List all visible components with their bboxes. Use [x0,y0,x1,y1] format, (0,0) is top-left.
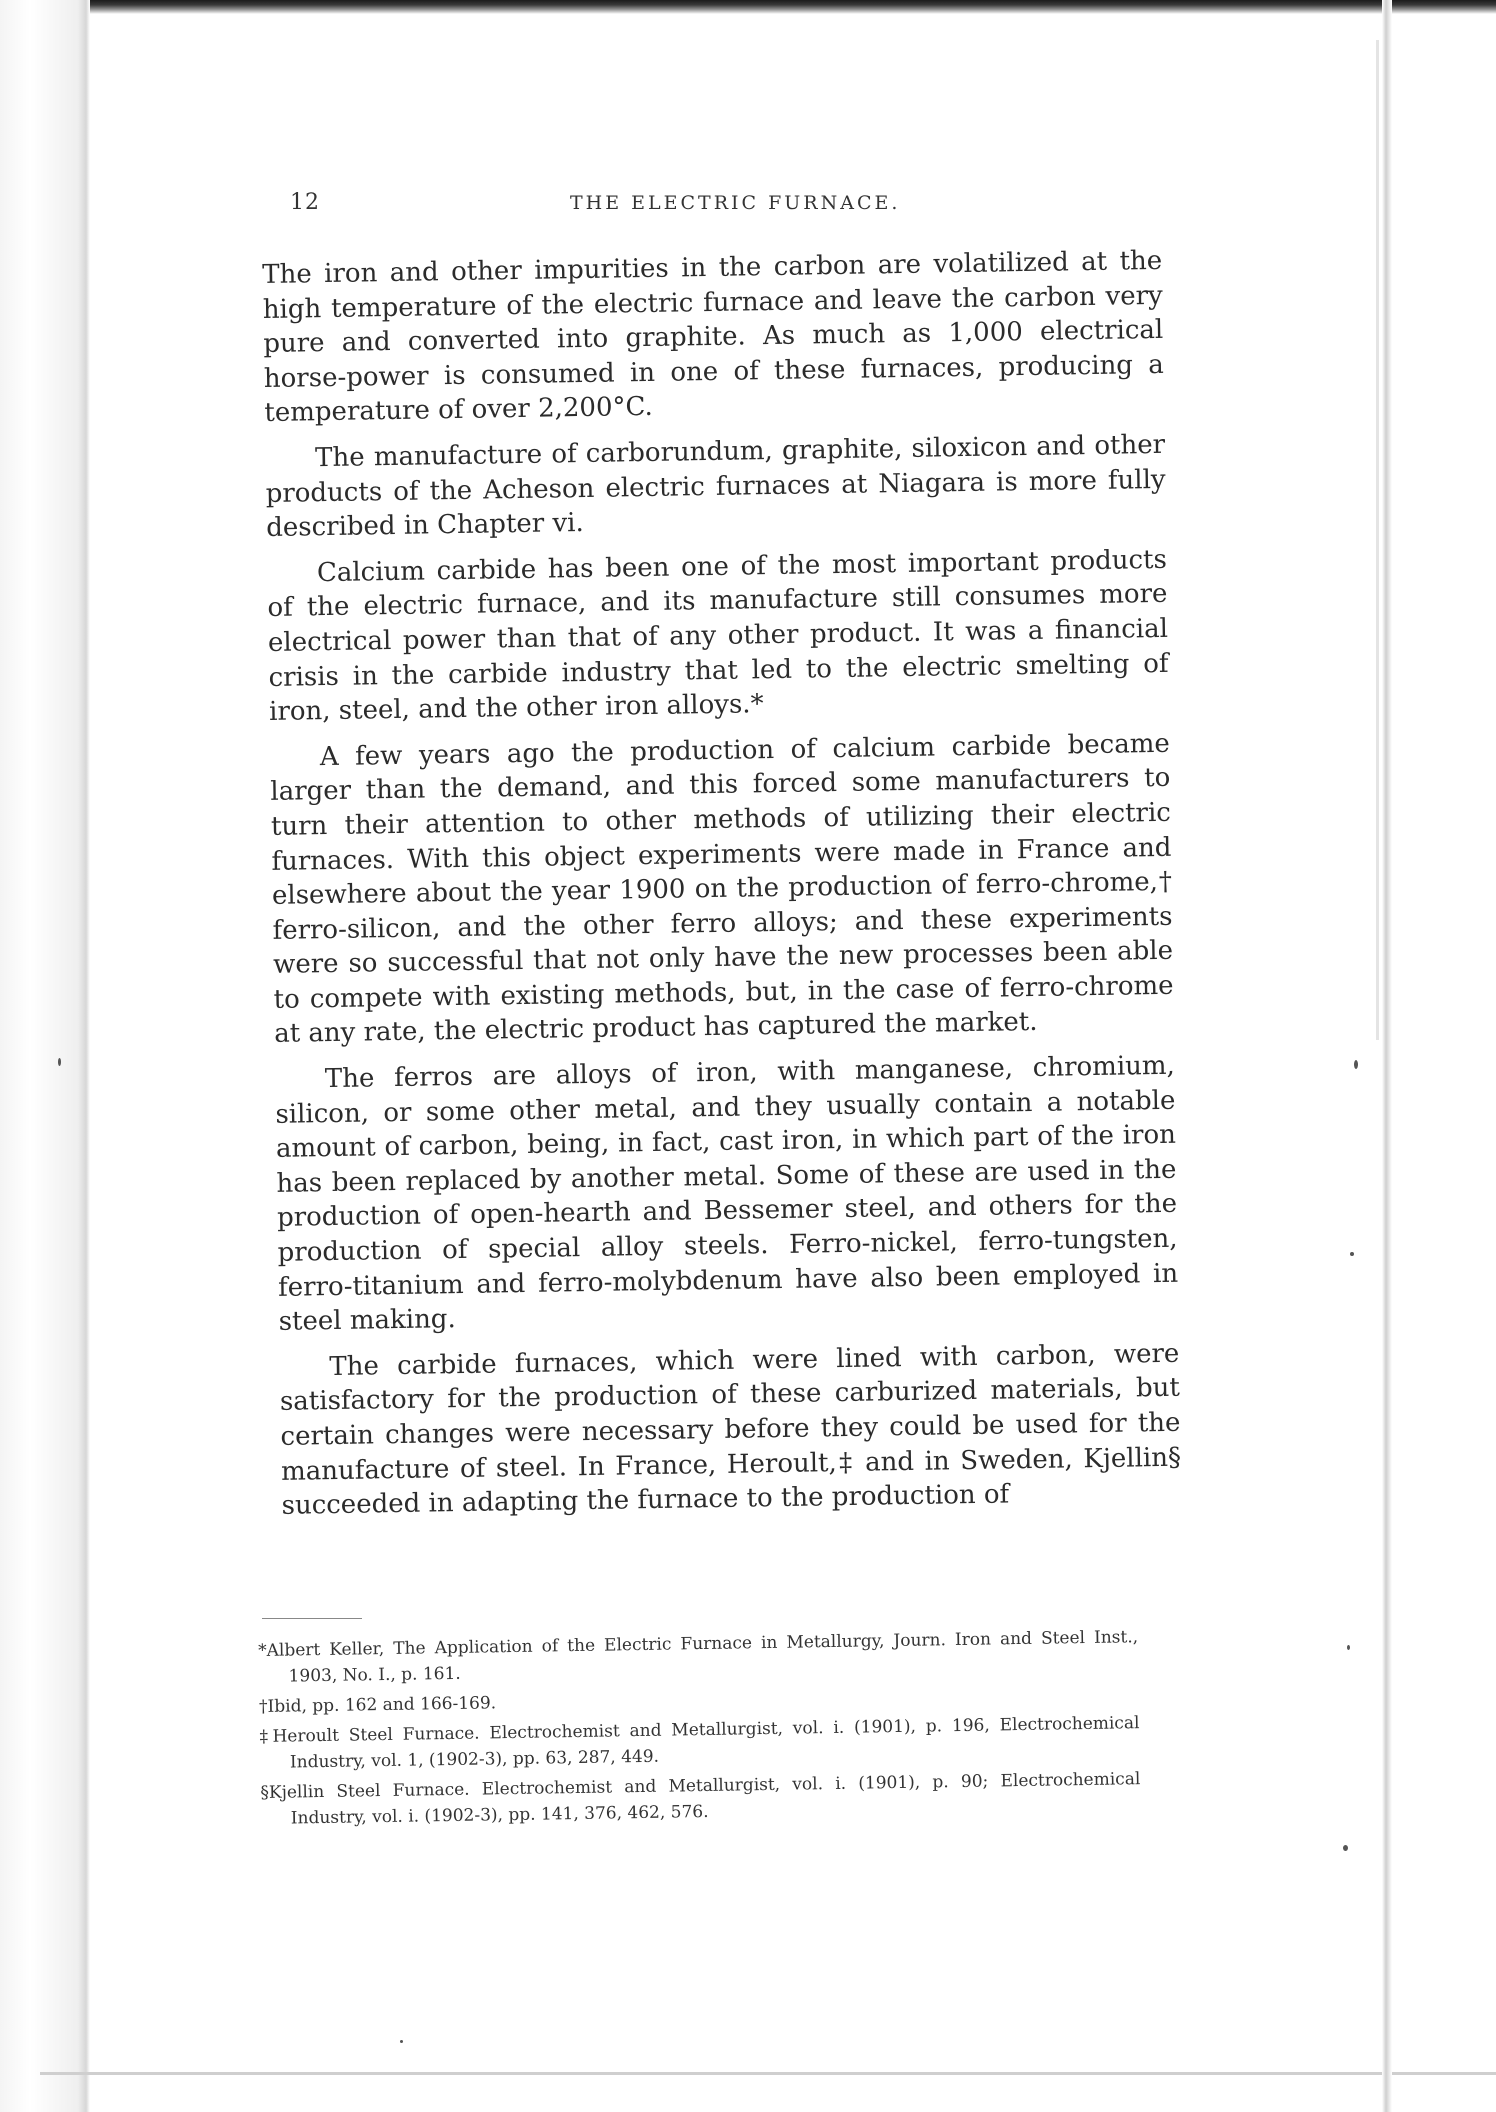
running-head: THE ELECTRIC FURNACE. [570,192,901,214]
page-header [290,190,1160,220]
scan-speck [1343,1845,1348,1851]
footnote: §Kjellin Steel Furnace. Electrochemist and Metallurgist, vol. i. (1901), p. 90; Electrochemical Industry, vol. i. (1902-3), pp. 141, 376, 462, 576. [260,1769,1141,1829]
paragraph: The manufacture of carborundum, graphite, siloxicon and other products of the Acheson electric furnaces at Niagara is more fully described in Chapter vi. [265,429,1166,544]
scan-speck [58,1058,61,1066]
page-number: 12 [290,190,320,215]
scan-bottom-edge [40,2072,1496,2075]
footnote: *Albert Keller, The Application of the Electric Furnace in Metallurgy, Journ. Iron and Steel Inst., 1903, No. I., p. 161. [258,1627,1139,1687]
page-fold [1382,0,1392,2112]
page-fold-shadow [1376,40,1379,1040]
scan-speck [1350,1252,1354,1256]
paragraph: The ferros are alloys of iron, with manganese, chromium, silicon, or some other metal, and they usually contain a notable amount of carbon, being, in fact, cast iron, in which part of the iron has been replaced by another metal. Some of these are used in the production of open-hearth and Bessemer steel, and others for the production of special alloy steels. Ferro-nickel, ferro-tungsten, ferro-titanium and ferro-molybdenum have also been employed in steel making. [275,1050,1179,1338]
paragraph: A few years ago the production of calcium carbide became larger than the demand, and this forced some manufacturers to turn their attention to other methods of utilizing their electric furnaces. With this object experiments were made in France and elsewhere about the year 1900 on the production of ferro-chrome,† ferro-silicon, and the other ferro alloys; and these experiments were so successful that not only have the new processes been able to compete with existing methods, but, in the case of ferro-chrome at any rate, the electric product has captured the market. [270,728,1174,1050]
footnotes [258,1624,1141,1836]
scan-speck [1347,1645,1350,1650]
scan-speck [1354,1060,1358,1069]
scan-left-edge [0,0,90,2112]
paragraph: The iron and other impurities in the carbon are volatilized at the high temperature of the electric furnace and leave the carbon very pure and converted into graphite. As much as 1,000 electrical horse-power is consumed in one of these furnaces, producing a temperature of over 2,200°C. [262,245,1165,429]
scan-top-edge [0,0,1496,14]
paragraph: Calcium carbide has been one of the most important products of the electric furnace, and its manufacture still consumes more electrical power than that of any other product. It was a financial crisis in the carbide industry that led to the electric smelting of iron, steel, and the other iron alloys.* [267,544,1169,728]
footnote: †Ibid, pp. 162 and 166-169. [258,1693,497,1717]
footnote: ‡Heroult Steel Furnace. Electrochemist and Metallurgist, vol. i. (1901), p. 196, Electrochemical Industry, vol. 1, (1902-3), pp. 63, 287, 449. [259,1713,1140,1773]
body-text [262,244,1182,1535]
scan-speck [400,2040,403,2043]
paragraph: The carbide furnaces, which were lined with carbon, were satisfactory for the production of these carburized materials, but certain changes were necessary before they could be used for the manufacture of steel. In France, Heroult,‡ and in Sweden, Kjellin§ succeeded in adapting the furnace to the production of [279,1338,1182,1522]
footnote-divider [262,1618,362,1619]
